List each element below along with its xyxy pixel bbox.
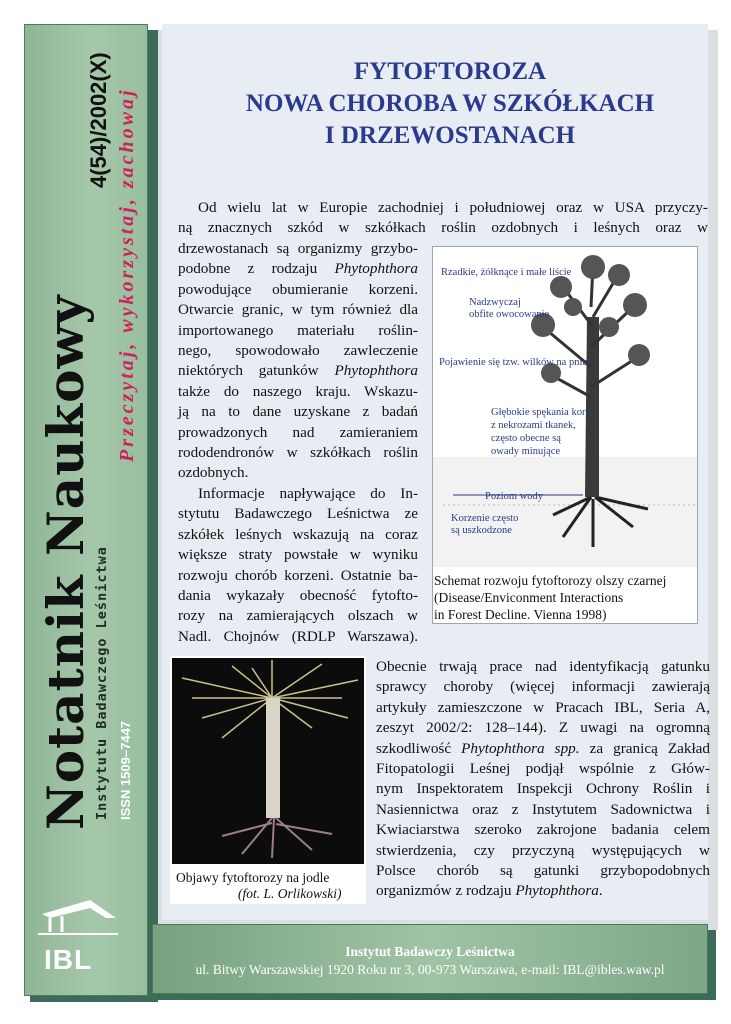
caption-line: (Disease/Enviconment Interactions <box>434 590 624 605</box>
label-roots: Korzenie często <box>451 513 519 524</box>
photo-credit: (fot. L. Orlikowski) <box>238 886 342 901</box>
text-line: podobne z rodzaju Phytophthora <box>178 260 418 278</box>
logo-text: IBL <box>44 944 93 975</box>
label-fruit: obfite owocowanie <box>469 309 550 320</box>
text-line: nego, spowodowało zawleczenie <box>178 342 418 360</box>
text-line: powodujące obumieranie korzeni. <box>178 280 418 298</box>
text-line: Obecnie trwają prace nad identyfikacją gatunku <box>376 658 710 675</box>
text-line: Otwarcie granic, w tym również dla <box>178 301 418 319</box>
text-line: prowadzonych nad zamieraniem <box>178 423 418 441</box>
title-line: I DRZEWOSTANACH <box>324 122 576 149</box>
text-line: niektórych gatunków Phytophthora <box>178 362 418 380</box>
text-line: szkodliwość Phytophthora spp. za granicą Zakład <box>376 739 710 757</box>
text-line: stwierdzenia, czy przyczyną występujących w <box>376 841 710 859</box>
label-cracks: z nekrozami tkanek, <box>491 420 576 431</box>
text-line: dania wykazały obecność fytofto- <box>178 586 418 604</box>
text-line: większe straty powstałe w wyniku <box>178 546 418 564</box>
label-cracks: często obecne są <box>491 433 561 444</box>
text-line: Polsce chorób są gatunki grzybopodobnych <box>376 862 710 880</box>
caption-line: Schemat rozwoju fytoftorozy olszy czarnej <box>434 573 667 588</box>
seedling-photo <box>172 658 364 864</box>
text-line: Kwiaciarstwa szeroko zakrojone badania celem <box>376 821 710 839</box>
title-line: FYTOFTOROZA <box>353 58 547 85</box>
masthead-motto: Przeczytaj, wykorzystaj, zachowaj <box>116 87 138 462</box>
issn-label: ISSN 1509–7447 <box>118 720 133 820</box>
label-cracks: owady minujące <box>491 446 561 457</box>
label-cracks: Głębokie spękania kory <box>491 407 591 418</box>
text-line: rododendronów w szkółkach roślin <box>178 444 418 462</box>
text-line: Informacje napływające do In- <box>198 484 418 502</box>
text-line: rozy na zamierających olszach w <box>178 607 418 625</box>
fir-seedling-image-icon <box>172 658 364 864</box>
text-line: szkółek leśnych wskazują na coraz <box>178 525 418 543</box>
text-line: Nadl. Chojnów (RDLP Warszawa). <box>178 627 418 645</box>
tree-diagram <box>432 246 698 624</box>
text-line: nym Inspektoratem Inspekcji Ochrony Roślin i <box>376 780 710 798</box>
intro-paragraph <box>178 198 708 239</box>
label-trunk: Pojawienie się tzw. wilków na pniu <box>439 357 588 368</box>
text-line: Nasiennictwa oraz z Instytutem Sadownictwa i <box>376 800 710 818</box>
text-line: rozwoju chorób korzeni. Ostatnie ba- <box>178 566 418 584</box>
text-line: sprawcy choroby (więcej informacji zawierają <box>376 678 710 696</box>
text-line: ją na to dane uzyskane z badań <box>178 403 418 421</box>
masthead-title: Notatnik Naukowy <box>36 294 95 830</box>
text-line: Fitopatologii Leśnej podjął wspólnie z Głów- <box>376 760 710 778</box>
masthead-subtitle: Instytutu Badawczego Leśnictwa <box>94 546 110 820</box>
label-leaves: Rzadkie, żółknące i małe liście <box>441 267 572 278</box>
text-line: zeszyt 2002/2: 128–144). Z uwagi na ogromną <box>376 719 710 737</box>
right-column <box>376 657 710 902</box>
figure-caption <box>434 572 696 623</box>
text-line: drzewostanach są organizmy grzybo- <box>178 240 418 257</box>
caption-line: in Forest Decline. Vienna 1998) <box>434 607 607 622</box>
text-line: stytutu Badawczego Leśnictwa ze <box>178 505 418 523</box>
footer-institute: Instytut Badawczy Leśnictwa <box>345 944 515 959</box>
text-line: importowanego materiału roślin- <box>178 321 418 339</box>
text-line: ozdobnych. <box>178 464 249 482</box>
text-line: organizmów z rodzaju Phytophthora. <box>376 882 603 900</box>
title-line: NOWA CHOROBA W SZKÓŁKACH <box>245 90 655 117</box>
label-water-level: Poziom wody <box>485 491 544 502</box>
text-line: artykuły zamieszczone w Pracach IBL, Seria A, <box>376 698 710 716</box>
text-line: także do naszego kraju. Wskazu- <box>178 382 418 400</box>
footer-address: ul. Bitwy Warszawskiej 1920 Roku nr 3, 00-973 Warszawa, e-mail: IBL@ibles.waw.pl <box>195 962 665 977</box>
photo-caption: Objawy fytoftorozy na jodle <box>176 870 330 885</box>
text-line: ną znacznych szkód w szkółkach roślin ozdobnych i leśnych oraz w <box>178 219 708 237</box>
issue-number: 4(54)/2002(X) <box>86 52 111 188</box>
label-fruit: Nadzwyczaj <box>469 297 521 308</box>
left-column <box>178 239 418 647</box>
label-roots: są uszkodzone <box>451 525 512 536</box>
article-title <box>170 56 730 152</box>
text-line: Od wielu lat w Europie zachodniej i południowej oraz w USA przyczy- <box>198 199 708 216</box>
